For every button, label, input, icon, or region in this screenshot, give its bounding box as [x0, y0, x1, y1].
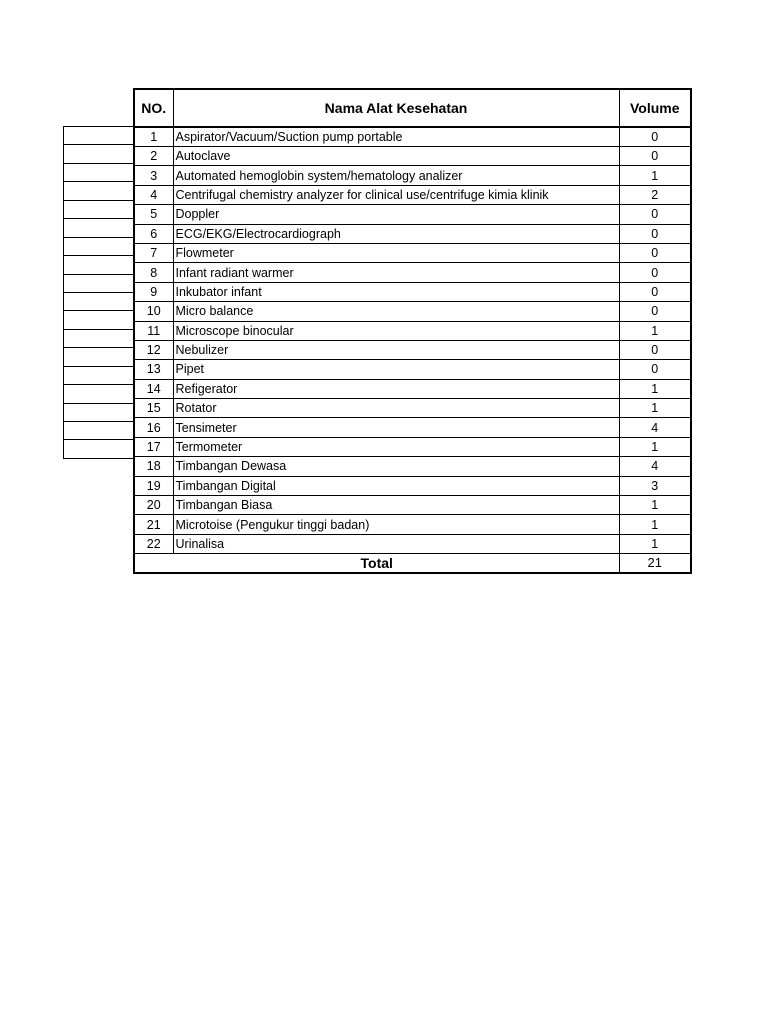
table-row	[134, 147, 691, 166]
volume-value: 4	[619, 418, 691, 437]
row-number: 1	[134, 127, 173, 147]
equipment-name: Micro balance	[173, 302, 619, 321]
equipment-name: Automated hemoglobin system/hematology analizer	[173, 166, 619, 185]
empty-side-cells	[63, 126, 133, 459]
table-row	[134, 185, 691, 204]
volume-value: 0	[619, 282, 691, 301]
table-row	[134, 205, 691, 224]
total-row	[134, 554, 691, 573]
equipment-name: Timbangan Dewasa	[173, 457, 619, 476]
row-number: 16	[134, 418, 173, 437]
volume-value: 0	[619, 224, 691, 243]
table-row	[134, 437, 691, 456]
table-row	[134, 476, 691, 495]
equipment-name: Inkubator infant	[173, 282, 619, 301]
volume-value: 0	[619, 340, 691, 359]
table-row	[134, 321, 691, 340]
volume-value: 1	[619, 437, 691, 456]
volume-value: 0	[619, 205, 691, 224]
volume-value: 0	[619, 263, 691, 282]
volume-value: 1	[619, 399, 691, 418]
empty-cell	[64, 182, 134, 200]
header-name: Nama Alat Kesehatan	[173, 89, 619, 127]
empty-cell	[64, 385, 134, 403]
equipment-name: Termometer	[173, 437, 619, 456]
table-row	[134, 360, 691, 379]
table-row	[134, 340, 691, 359]
table-row	[134, 282, 691, 301]
row-number: 2	[134, 147, 173, 166]
empty-cell	[64, 311, 134, 329]
empty-cell	[64, 127, 134, 145]
table-row	[134, 302, 691, 321]
empty-cell	[64, 219, 134, 237]
equipment-name: Aspirator/Vacuum/Suction pump portable	[173, 127, 619, 147]
empty-cell	[64, 348, 134, 366]
row-number: 14	[134, 379, 173, 398]
row-number: 10	[134, 302, 173, 321]
table-row	[134, 496, 691, 515]
empty-cell	[64, 440, 134, 458]
volume-value: 0	[619, 127, 691, 147]
volume-value: 2	[619, 185, 691, 204]
total-label: Total	[134, 554, 619, 573]
row-number: 5	[134, 205, 173, 224]
empty-cell	[64, 292, 134, 310]
equipment-name: Flowmeter	[173, 243, 619, 262]
empty-cell	[64, 422, 134, 440]
row-number: 12	[134, 340, 173, 359]
row-number: 21	[134, 515, 173, 534]
table-row	[134, 457, 691, 476]
table-row	[134, 224, 691, 243]
equipment-name: Timbangan Biasa	[173, 496, 619, 515]
empty-cell	[64, 163, 134, 181]
row-number: 17	[134, 437, 173, 456]
volume-value: 1	[619, 321, 691, 340]
row-number: 15	[134, 399, 173, 418]
table-row	[134, 534, 691, 553]
empty-cell	[64, 403, 134, 421]
table-row	[134, 243, 691, 262]
equipment-name: Microtoise (Pengukur tinggi badan)	[173, 515, 619, 534]
row-number: 13	[134, 360, 173, 379]
empty-cell	[64, 256, 134, 274]
volume-value: 3	[619, 476, 691, 495]
empty-cell	[64, 274, 134, 292]
table-row	[134, 263, 691, 282]
volume-value: 1	[619, 515, 691, 534]
equipment-name: Pipet	[173, 360, 619, 379]
row-number: 20	[134, 496, 173, 515]
empty-cell	[64, 366, 134, 384]
empty-cell	[64, 329, 134, 347]
volume-value: 1	[619, 534, 691, 553]
equipment-name: Autoclave	[173, 147, 619, 166]
empty-cell	[64, 145, 134, 163]
equipment-name: Centrifugal chemistry analyzer for clinical use/centrifuge kimia klinik	[173, 185, 619, 204]
empty-cell	[64, 200, 134, 218]
equipment-name: Infant radiant warmer	[173, 263, 619, 282]
equipment-table	[133, 88, 692, 574]
row-number: 9	[134, 282, 173, 301]
volume-value: 0	[619, 360, 691, 379]
equipment-name: Refigerator	[173, 379, 619, 398]
table-row	[134, 166, 691, 185]
empty-cell	[64, 237, 134, 255]
table-row	[134, 418, 691, 437]
row-number: 19	[134, 476, 173, 495]
volume-value: 0	[619, 302, 691, 321]
equipment-name: Tensimeter	[173, 418, 619, 437]
total-value: 21	[619, 554, 691, 573]
row-number: 22	[134, 534, 173, 553]
table-row	[134, 379, 691, 398]
equipment-name: Timbangan Digital	[173, 476, 619, 495]
volume-value: 1	[619, 379, 691, 398]
header-volume: Volume	[619, 89, 691, 127]
row-number: 18	[134, 457, 173, 476]
row-number: 7	[134, 243, 173, 262]
table-row	[134, 515, 691, 534]
volume-value: 0	[619, 243, 691, 262]
row-number: 3	[134, 166, 173, 185]
equipment-name: Urinalisa	[173, 534, 619, 553]
table-row	[134, 127, 691, 147]
equipment-name: Nebulizer	[173, 340, 619, 359]
row-number: 8	[134, 263, 173, 282]
header-no: NO.	[134, 89, 173, 127]
equipment-name: Doppler	[173, 205, 619, 224]
volume-value: 1	[619, 496, 691, 515]
volume-value: 4	[619, 457, 691, 476]
table-row	[134, 399, 691, 418]
equipment-name: Rotator	[173, 399, 619, 418]
row-number: 11	[134, 321, 173, 340]
equipment-name: Microscope binocular	[173, 321, 619, 340]
equipment-name: ECG/EKG/Electrocardiograph	[173, 224, 619, 243]
row-number: 4	[134, 185, 173, 204]
volume-value: 1	[619, 166, 691, 185]
header-row	[134, 89, 691, 127]
row-number: 6	[134, 224, 173, 243]
volume-value: 0	[619, 147, 691, 166]
